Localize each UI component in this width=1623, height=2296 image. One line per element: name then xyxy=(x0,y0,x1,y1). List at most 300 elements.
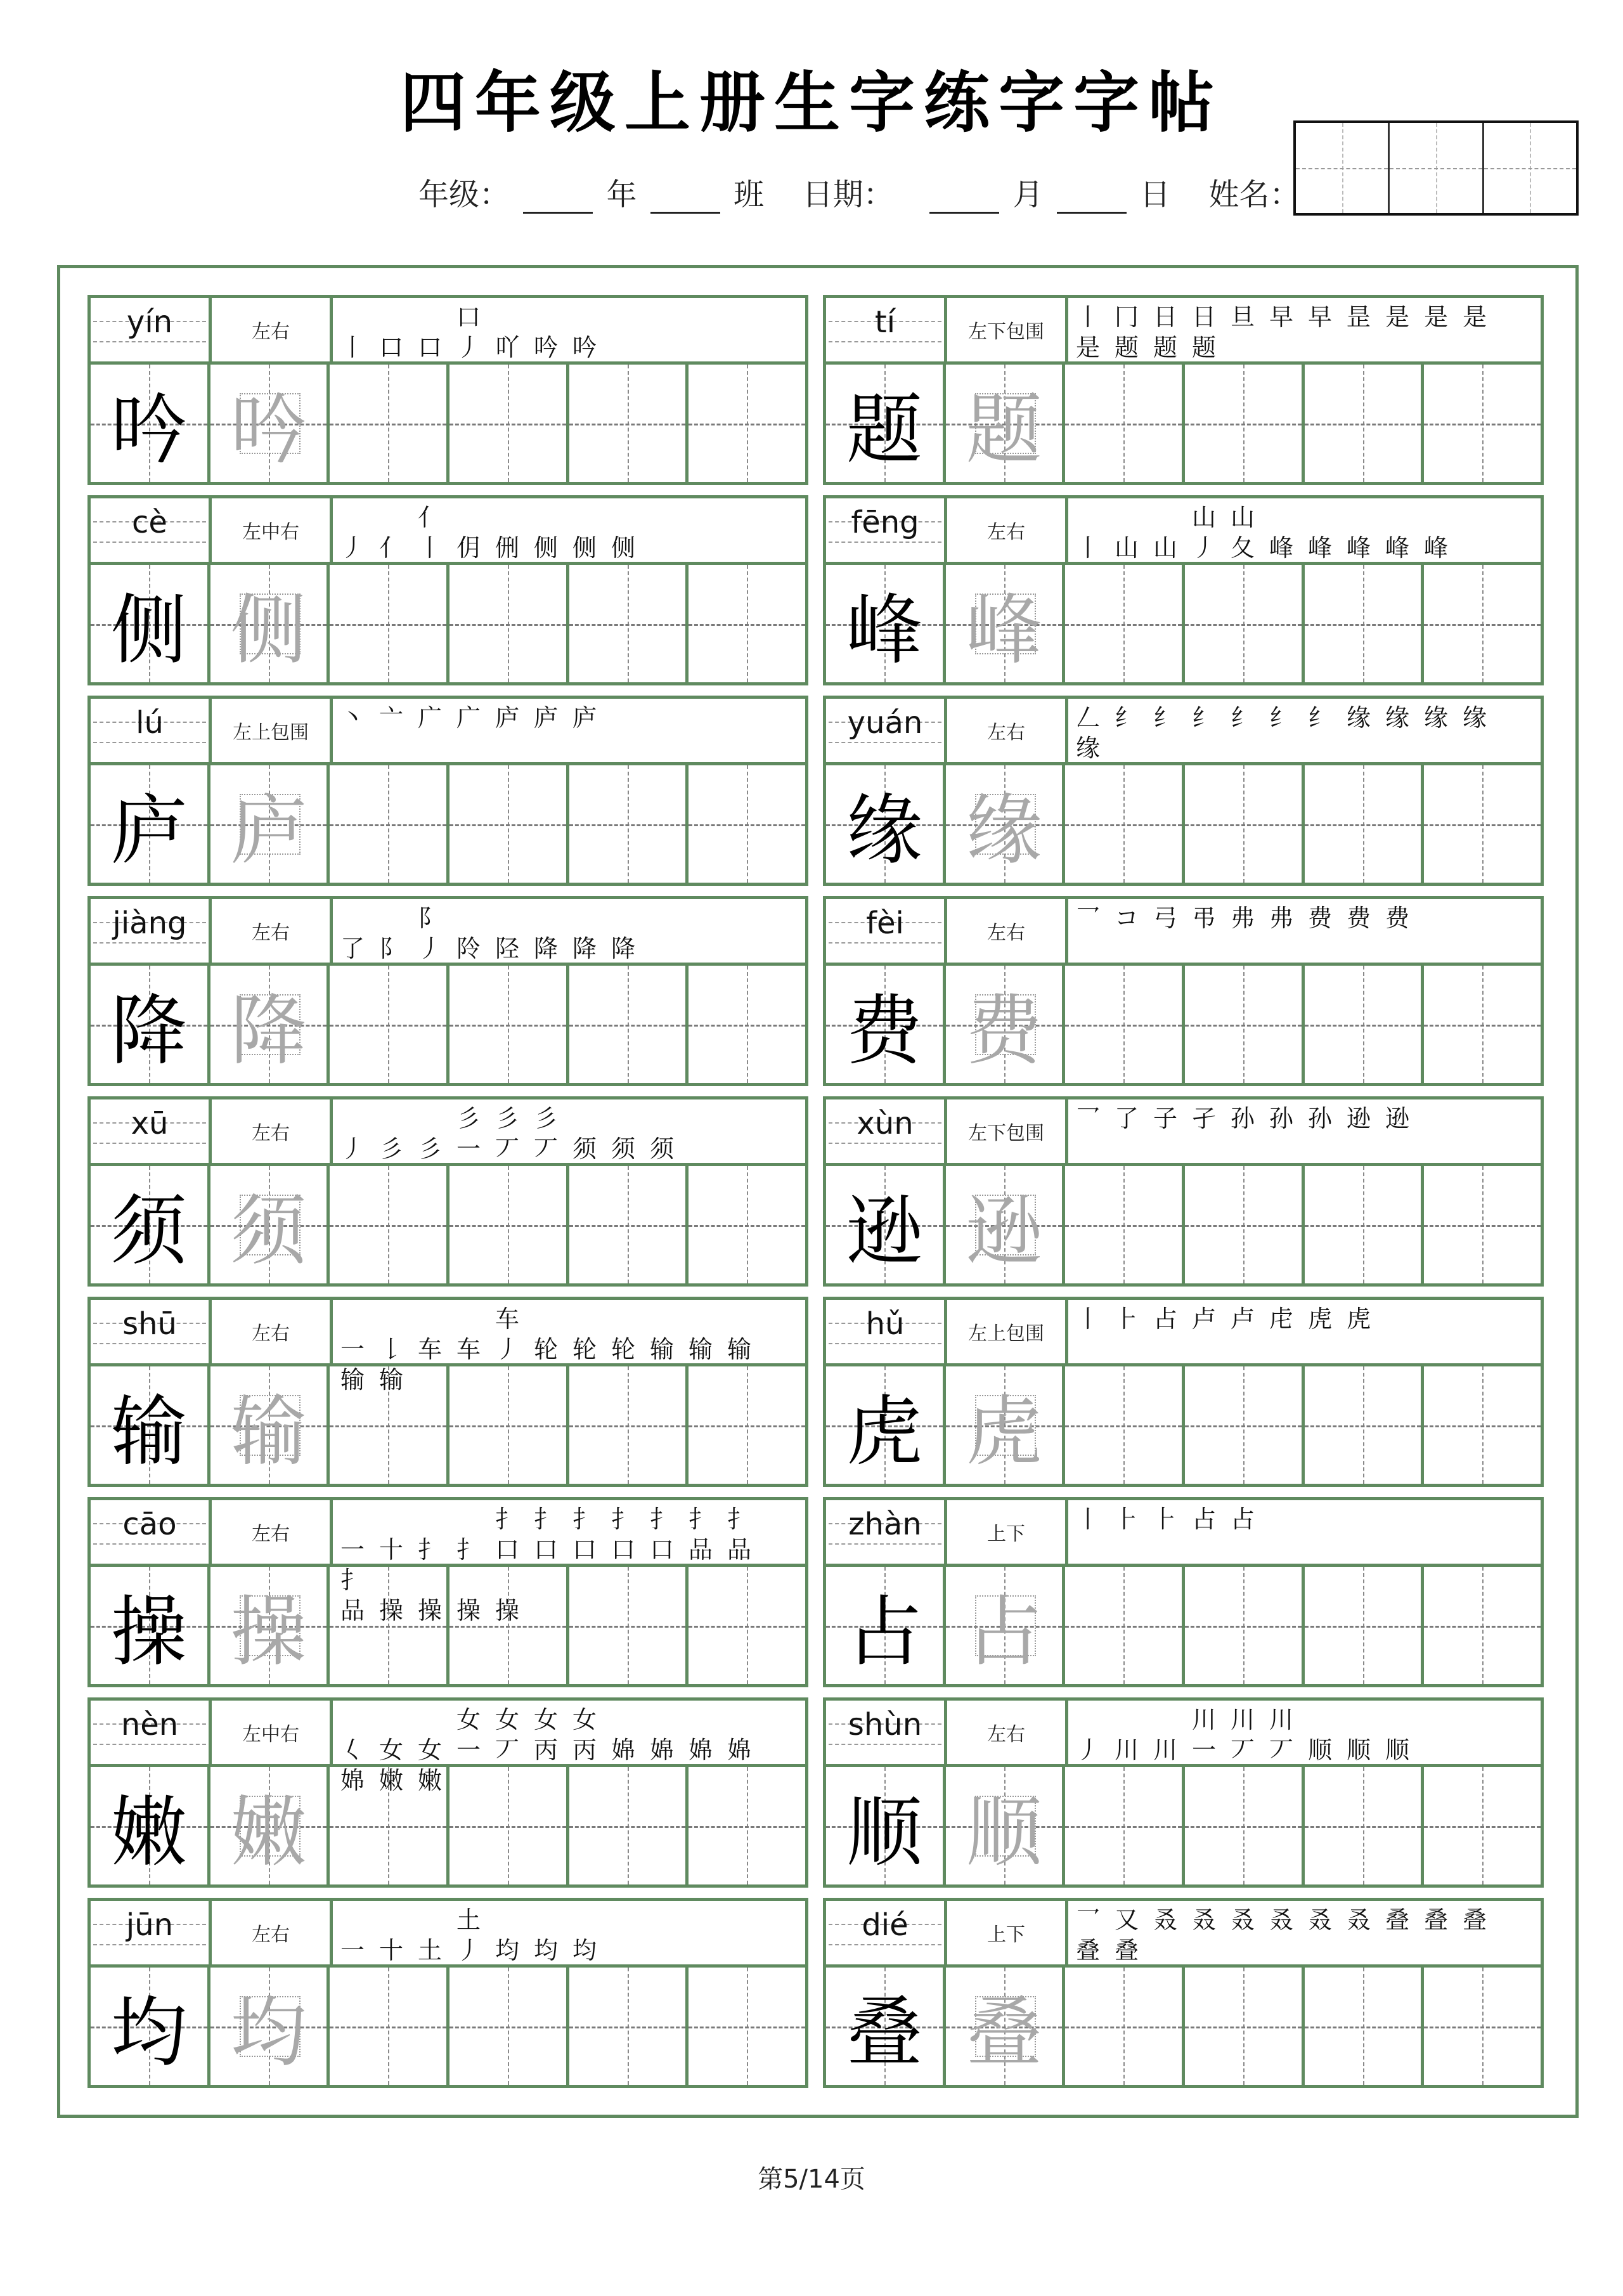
trace-character: 虎 xyxy=(966,1387,1042,1476)
practice-cell[interactable] xyxy=(689,365,805,482)
stroke-step: 操 xyxy=(495,1597,520,1625)
stroke-step: ⺊ xyxy=(1115,1505,1139,1533)
stroke-step: 顺 xyxy=(1385,1736,1410,1764)
pinyin: cāo xyxy=(122,1507,177,1542)
stroke-step: 峰 xyxy=(1308,534,1333,562)
stroke-step: 峰 xyxy=(1269,534,1294,562)
practice-cell[interactable] xyxy=(1065,966,1185,1083)
stroke-step: 卢 xyxy=(1192,1305,1217,1333)
model-char-cell xyxy=(826,365,946,482)
practice-cell[interactable] xyxy=(449,1968,569,2085)
stroke-step: 孑 xyxy=(1192,1105,1217,1132)
stroke-step: 叒 xyxy=(1308,1906,1333,1934)
info-row xyxy=(826,1901,1541,1968)
stroke-step: 轮 xyxy=(611,1335,636,1363)
model-character: 虎 xyxy=(846,1387,922,1476)
model-character: 叠 xyxy=(846,1988,922,2077)
stroke-step: 侧 xyxy=(534,534,559,562)
student-info-row xyxy=(418,170,1300,214)
tianzige-row xyxy=(91,365,805,482)
practice-cell[interactable] xyxy=(1065,1567,1185,1684)
tianzige-row xyxy=(91,1968,805,2085)
stroke-step: 纟 xyxy=(1269,704,1294,732)
trace-char-cell xyxy=(210,1166,330,1283)
pinyin: fēng xyxy=(851,505,919,540)
stroke-step: 阾 xyxy=(456,935,481,963)
stroke-order xyxy=(333,498,805,562)
practice-cell[interactable] xyxy=(330,1166,449,1283)
trace-character: 嫩 xyxy=(230,1788,307,1877)
practice-cell[interactable] xyxy=(1305,1166,1425,1283)
info-row xyxy=(826,1300,1541,1366)
tianzige-row xyxy=(826,1567,1541,1684)
character-block xyxy=(823,1497,1544,1687)
stroke-step: 叠 xyxy=(1424,1906,1449,1934)
date-label: 日期： xyxy=(802,177,894,212)
stroke-step: 丨 xyxy=(1076,1505,1101,1533)
character-block xyxy=(87,1497,808,1687)
trace-char-cell xyxy=(210,1767,330,1884)
stroke-step: 口 xyxy=(379,334,404,361)
tianzige-row xyxy=(826,966,1541,1083)
pinyin-cell xyxy=(91,1701,212,1764)
stroke-step: 操 xyxy=(379,1597,404,1625)
practice-cell[interactable] xyxy=(569,765,689,883)
model-character: 均 xyxy=(110,1988,187,2077)
trace-character: 均 xyxy=(230,1988,307,2077)
stroke-step: 乛 xyxy=(1076,1105,1101,1132)
trace-char-cell xyxy=(946,1366,1066,1484)
tianzige-row xyxy=(91,1366,805,1484)
practice-cell[interactable] xyxy=(449,565,569,682)
model-char-cell xyxy=(826,1567,946,1684)
tianzige-row xyxy=(91,1767,805,1884)
stroke-step: 阝 xyxy=(379,935,404,963)
practice-cell[interactable] xyxy=(569,1767,689,1884)
stroke-step: 叠 xyxy=(1115,1936,1139,1964)
stroke-step: 亻 xyxy=(379,534,404,562)
pinyin: tí xyxy=(874,304,896,340)
stroke-step: 峰 xyxy=(1385,534,1410,562)
stroke-step: 车丿 xyxy=(495,1305,520,1363)
trace-character: 须 xyxy=(230,1187,307,1276)
stroke-step: 输 xyxy=(650,1335,675,1363)
stroke-step: 口丿 xyxy=(456,303,481,361)
info-row xyxy=(826,699,1541,765)
stroke-step: 亻丨 xyxy=(418,503,443,562)
trace-char-cell xyxy=(946,1968,1066,2085)
stroke-step: 日 xyxy=(1192,303,1217,331)
stroke-step: 题 xyxy=(1153,334,1178,361)
model-character: 题 xyxy=(846,386,922,474)
stroke-step: 吟 xyxy=(572,334,597,361)
trace-char-cell xyxy=(210,565,330,682)
practice-cell[interactable] xyxy=(1424,365,1541,482)
character-block xyxy=(823,1297,1544,1487)
practice-cell[interactable] xyxy=(330,1767,449,1884)
practice-cell[interactable] xyxy=(1065,1968,1185,2085)
practice-cell[interactable] xyxy=(449,1166,569,1283)
practice-cell[interactable] xyxy=(1185,1767,1305,1884)
stroke-step: 一 xyxy=(340,1536,365,1564)
stroke-step: 𠄌 xyxy=(379,1335,404,1363)
model-character: 庐 xyxy=(110,786,187,875)
practice-cell[interactable] xyxy=(1065,1767,1185,1884)
stroke-step: 扌口 xyxy=(572,1505,597,1564)
tianzige-row xyxy=(826,365,1541,482)
stroke-step: 叒 xyxy=(1347,1906,1371,1934)
stroke-step: 操 xyxy=(456,1597,481,1625)
class-blank[interactable] xyxy=(650,181,720,214)
stroke-step: 女 xyxy=(379,1736,404,1764)
practice-cell[interactable] xyxy=(1185,1968,1305,2085)
structure-label: 左右 xyxy=(212,1099,333,1163)
model-char-cell xyxy=(91,1968,210,2085)
class-suffix: 班 xyxy=(734,177,765,212)
practice-cell[interactable] xyxy=(1185,765,1305,883)
model-char-cell xyxy=(826,765,946,883)
pinyin: shùn xyxy=(848,1707,922,1742)
character-block xyxy=(87,1096,808,1287)
info-row xyxy=(826,298,1541,365)
structure-label: 左中右 xyxy=(212,498,333,562)
name-writing-box[interactable] xyxy=(1293,120,1579,216)
day-suffix: 日 xyxy=(1140,177,1171,212)
stroke-step: 须 xyxy=(572,1135,597,1163)
month-blank[interactable] xyxy=(929,181,999,214)
practice-cell[interactable] xyxy=(689,765,805,883)
practice-cell[interactable] xyxy=(449,1767,569,1884)
practice-cell[interactable] xyxy=(1305,1767,1425,1884)
stroke-step: 是 xyxy=(1424,303,1449,331)
stroke-step: 弗 xyxy=(1269,904,1294,932)
info-row xyxy=(826,1099,1541,1166)
pinyin: yín xyxy=(126,304,173,340)
name-cell[interactable] xyxy=(1390,123,1484,213)
pinyin-cell xyxy=(91,498,212,562)
character-block xyxy=(87,896,808,1086)
pinyin-cell xyxy=(826,1901,947,1964)
stroke-step: 纟 xyxy=(1192,704,1217,732)
pinyin: xùn xyxy=(857,1106,914,1141)
pinyin-cell xyxy=(826,1500,947,1564)
stroke-step: 𠃋 xyxy=(1076,704,1101,732)
info-row xyxy=(826,1500,1541,1567)
pinyin: shū xyxy=(122,1306,177,1342)
trace-char-cell xyxy=(210,1567,330,1684)
stroke-order xyxy=(1068,899,1541,963)
model-character: 侧 xyxy=(110,586,187,675)
structure-label: 左右 xyxy=(947,899,1068,963)
stroke-step: 扌品 xyxy=(689,1505,713,1564)
structure-label: 上下 xyxy=(947,1500,1068,1564)
practice-cell[interactable] xyxy=(569,1366,689,1484)
stroke-step: 日 xyxy=(1153,303,1178,331)
structure-label: 左右 xyxy=(212,1500,333,1564)
stroke-step: 婂 xyxy=(727,1736,752,1764)
stroke-step: 题 xyxy=(1192,334,1217,361)
stroke-step: 扌口 xyxy=(495,1505,520,1564)
practice-cell[interactable] xyxy=(1185,1567,1305,1684)
practice-cell[interactable] xyxy=(1065,365,1185,482)
month-suffix: 月 xyxy=(1012,177,1044,212)
pinyin: jiàng xyxy=(112,905,187,941)
stroke-step: 孙 xyxy=(1308,1105,1333,1132)
stroke-step: 仴 xyxy=(456,534,481,562)
pinyin: fèi xyxy=(866,905,904,941)
model-character: 顺 xyxy=(846,1788,922,1877)
character-block xyxy=(823,1898,1544,2088)
stroke-step: 题 xyxy=(1115,334,1139,361)
trace-character: 输 xyxy=(230,1387,307,1476)
trace-char-cell xyxy=(210,365,330,482)
stroke-step: 土丿 xyxy=(456,1906,481,1964)
practice-cell[interactable] xyxy=(1305,966,1425,1083)
character-block xyxy=(823,495,1544,685)
trace-character: 占 xyxy=(966,1588,1042,1677)
practice-cell[interactable] xyxy=(1424,966,1541,1083)
trace-character: 降 xyxy=(230,987,307,1075)
stroke-order xyxy=(333,298,805,361)
practice-cell[interactable] xyxy=(1065,565,1185,682)
stroke-step: 轮 xyxy=(572,1335,597,1363)
character-block xyxy=(823,696,1544,886)
practice-cell[interactable] xyxy=(1065,1366,1185,1484)
practice-cell[interactable] xyxy=(449,966,569,1083)
practice-cell[interactable] xyxy=(689,966,805,1083)
trace-char-cell xyxy=(946,966,1066,1083)
model-character: 峰 xyxy=(846,586,922,675)
practice-cell[interactable] xyxy=(689,1366,805,1484)
stroke-step: 缘 xyxy=(1424,704,1449,732)
practice-cell[interactable] xyxy=(330,365,449,482)
stroke-step: 费 xyxy=(1347,904,1371,932)
practice-cell[interactable] xyxy=(1424,765,1541,883)
pinyin-cell xyxy=(826,1300,947,1363)
practice-cell[interactable] xyxy=(330,565,449,682)
practice-cell[interactable] xyxy=(569,365,689,482)
stroke-step: 川 xyxy=(1115,1736,1139,1764)
stroke-step: 弓 xyxy=(1153,904,1178,932)
info-row xyxy=(91,1099,805,1166)
stroke-step: 土 xyxy=(418,1936,443,1964)
info-row xyxy=(826,498,1541,565)
tianzige-row xyxy=(826,765,1541,883)
practice-cell[interactable] xyxy=(1424,1968,1541,2085)
grade-blank[interactable] xyxy=(523,181,593,214)
practice-cell[interactable] xyxy=(330,966,449,1083)
stroke-step: 输 xyxy=(689,1335,713,1363)
stroke-step: 川丆 xyxy=(1269,1706,1294,1764)
tianzige-row xyxy=(91,1567,805,1684)
character-block xyxy=(87,1697,808,1888)
stroke-step: 纟 xyxy=(1231,704,1255,732)
practice-cell[interactable] xyxy=(689,1166,805,1283)
name-cell[interactable] xyxy=(1296,123,1390,213)
stroke-step: 彡 xyxy=(418,1135,443,1163)
trace-char-cell xyxy=(946,565,1066,682)
practice-cell[interactable] xyxy=(1185,365,1305,482)
stroke-step: 扌品 xyxy=(727,1505,752,1564)
model-char-cell xyxy=(91,966,210,1083)
structure-label: 左右 xyxy=(212,899,333,963)
pinyin-cell xyxy=(826,298,947,361)
stroke-step: 丿 xyxy=(340,1135,365,1163)
practice-cell[interactable] xyxy=(1065,765,1185,883)
structure-label: 左中右 xyxy=(212,1701,333,1764)
practice-cell[interactable] xyxy=(1305,1567,1425,1684)
model-char-cell xyxy=(91,1767,210,1884)
practice-cell[interactable] xyxy=(689,1968,805,2085)
pinyin-cell xyxy=(826,1701,947,1764)
stroke-step: 费 xyxy=(1385,904,1410,932)
stroke-order xyxy=(333,1500,805,1625)
pinyin-cell xyxy=(91,1500,212,1564)
pinyin-cell xyxy=(91,699,212,762)
practice-cell[interactable] xyxy=(1424,1567,1541,1684)
model-char-cell xyxy=(826,1968,946,2085)
practice-cell[interactable] xyxy=(1424,1166,1541,1283)
practice-cell[interactable] xyxy=(1305,1366,1425,1484)
stroke-step: 吟 xyxy=(534,334,559,361)
stroke-step: 均 xyxy=(572,1936,597,1964)
pinyin: hǔ xyxy=(865,1306,905,1342)
practice-cell[interactable] xyxy=(1424,1767,1541,1884)
practice-cell[interactable] xyxy=(1065,1166,1185,1283)
stroke-step: 叒 xyxy=(1269,1906,1294,1934)
pinyin: dié xyxy=(862,1907,908,1943)
stroke-step: 嫩 xyxy=(379,1767,404,1794)
stroke-step: 输 xyxy=(727,1335,752,1363)
stroke-step: 顺 xyxy=(1308,1736,1333,1764)
practice-cell[interactable] xyxy=(1305,365,1425,482)
model-character: 占 xyxy=(846,1588,922,1677)
stroke-step: 女丙 xyxy=(534,1706,559,1764)
stroke-step: 陉 xyxy=(495,935,520,963)
stroke-step: 女丆 xyxy=(495,1706,520,1764)
stroke-step: 是 xyxy=(1385,303,1410,331)
practice-cell[interactable] xyxy=(1305,1968,1425,2085)
practice-cell[interactable] xyxy=(569,565,689,682)
practice-cell[interactable] xyxy=(1185,1166,1305,1283)
stroke-step: 须 xyxy=(650,1135,675,1163)
stroke-step: 侀 xyxy=(495,534,520,562)
stroke-step: 峰 xyxy=(1347,534,1371,562)
stroke-step: 广 xyxy=(418,704,443,732)
practice-cell[interactable] xyxy=(449,1567,569,1684)
tianzige-row xyxy=(826,1767,1541,1884)
name-cell[interactable] xyxy=(1484,123,1576,213)
practice-cell[interactable] xyxy=(330,1968,449,2085)
practice-cell[interactable] xyxy=(1424,565,1541,682)
practice-cell[interactable] xyxy=(1305,565,1425,682)
practice-cell[interactable] xyxy=(1185,966,1305,1083)
practice-cell[interactable] xyxy=(449,1366,569,1484)
practice-cell[interactable] xyxy=(569,1166,689,1283)
practice-cell[interactable] xyxy=(689,1767,805,1884)
model-character: 缘 xyxy=(846,786,922,875)
practice-cell[interactable] xyxy=(689,1567,805,1684)
practice-cell[interactable] xyxy=(689,565,805,682)
stroke-step: 彡丆 xyxy=(495,1105,520,1163)
practice-cell[interactable] xyxy=(1305,765,1425,883)
trace-character: 逊 xyxy=(966,1187,1042,1276)
stroke-step: 扌口 xyxy=(611,1505,636,1564)
stroke-step: 纟 xyxy=(1308,704,1333,732)
model-char-cell xyxy=(826,1166,946,1283)
stroke-step: 是 xyxy=(1463,303,1487,331)
practice-cell[interactable] xyxy=(569,1567,689,1684)
practice-cell[interactable] xyxy=(569,966,689,1083)
stroke-step: 均 xyxy=(495,1936,520,1964)
stroke-step: 扌 xyxy=(456,1536,481,1564)
stroke-order xyxy=(1068,1300,1541,1363)
stroke-step: 旦 xyxy=(1231,303,1255,331)
tianzige-row xyxy=(91,1166,805,1283)
day-blank[interactable] xyxy=(1057,181,1127,214)
practice-cell[interactable] xyxy=(449,765,569,883)
character-block xyxy=(87,1898,808,2088)
info-row xyxy=(91,298,805,365)
stroke-step: 山丿 xyxy=(1192,503,1217,562)
stroke-step: 叠 xyxy=(1076,1936,1101,1964)
stroke-step: 十 xyxy=(379,1936,404,1964)
stroke-step: 彡丆 xyxy=(534,1105,559,1163)
stroke-step: 嫩 xyxy=(418,1767,443,1794)
practice-cell[interactable] xyxy=(1185,1366,1305,1484)
pinyin: nèn xyxy=(120,1707,179,1742)
stroke-order xyxy=(333,1901,805,1964)
trace-character: 操 xyxy=(230,1588,307,1677)
practice-cell[interactable] xyxy=(449,365,569,482)
stroke-step: 逊 xyxy=(1347,1105,1371,1132)
stroke-step: 女丙 xyxy=(572,1706,597,1764)
stroke-step: 孙 xyxy=(1231,1105,1255,1132)
trace-char-cell xyxy=(210,966,330,1083)
stroke-step: 占 xyxy=(1192,1505,1217,1533)
stroke-step: 丨 xyxy=(1076,1305,1101,1333)
stroke-step: 降 xyxy=(611,935,636,963)
pinyin-cell xyxy=(91,298,212,361)
structure-label: 上下 xyxy=(947,1901,1068,1964)
stroke-order xyxy=(1068,298,1541,361)
trace-char-cell xyxy=(946,1166,1066,1283)
character-block xyxy=(823,1697,1544,1888)
practice-cell[interactable] xyxy=(330,765,449,883)
info-row xyxy=(91,699,805,765)
structure-label: 左右 xyxy=(947,699,1068,762)
stroke-step: 川丆 xyxy=(1231,1706,1255,1764)
pinyin-cell xyxy=(826,1099,947,1163)
practice-cell[interactable] xyxy=(1424,1366,1541,1484)
stroke-step: 一 xyxy=(340,1936,365,1964)
tianzige-row xyxy=(91,765,805,883)
info-row xyxy=(91,899,805,966)
practice-cell[interactable] xyxy=(330,1567,449,1684)
practice-cell[interactable] xyxy=(1185,565,1305,682)
stroke-order xyxy=(1068,498,1541,562)
stroke-step: 昰 xyxy=(1347,303,1371,331)
stroke-order xyxy=(1068,1099,1541,1163)
structure-label: 左右 xyxy=(212,298,333,361)
stroke-step: 彡一 xyxy=(456,1105,481,1163)
stroke-step: 均 xyxy=(534,1936,559,1964)
practice-cell[interactable] xyxy=(569,1968,689,2085)
stroke-step: 扌口 xyxy=(534,1505,559,1564)
pinyin: zhàn xyxy=(848,1507,922,1542)
practice-cell[interactable] xyxy=(330,1366,449,1484)
model-character: 逊 xyxy=(846,1187,922,1276)
